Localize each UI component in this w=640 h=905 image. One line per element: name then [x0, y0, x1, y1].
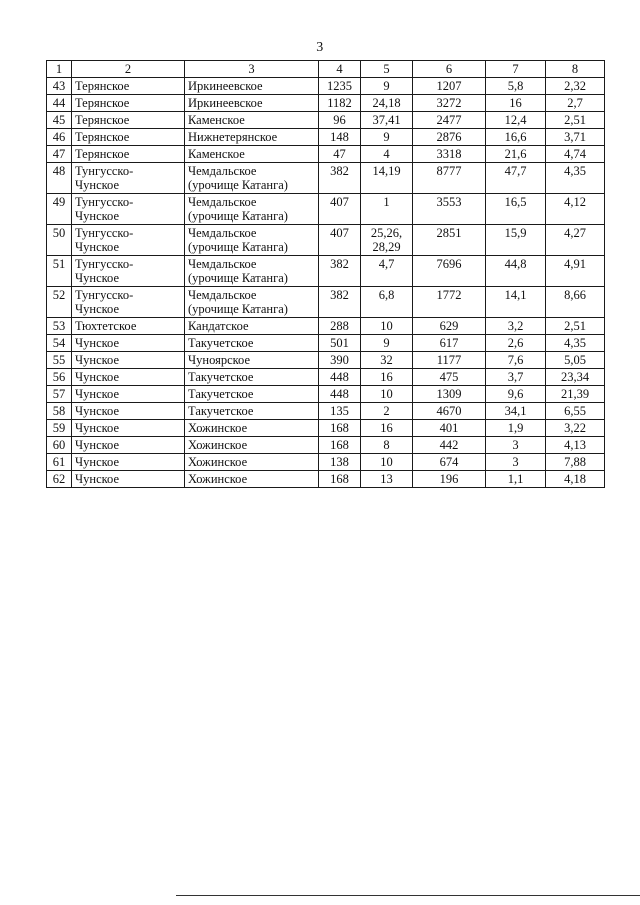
table-cell-c4: 148 [319, 129, 361, 146]
table-cell-c2 [72, 146, 185, 163]
table-cell-c2 [72, 471, 185, 488]
cell-line: Чунское [75, 336, 120, 350]
table-cell-c2 [72, 95, 185, 112]
table-row [47, 437, 605, 454]
cell-line: 10 [380, 387, 393, 401]
table-row [47, 403, 605, 420]
table-cell-c6: 475 [413, 369, 486, 386]
cell-line: Чемдальское [188, 257, 257, 271]
table-cell-c5 [361, 194, 413, 225]
table-cell-c4: 135 [319, 403, 361, 420]
cell-line: Чемдальское [188, 288, 257, 302]
cell-line: 14,19 [372, 164, 401, 178]
cell-line: 10 [380, 319, 393, 333]
cell-line: Такучетское [188, 336, 254, 350]
table-cell-c6: 1177 [413, 352, 486, 369]
column-header: 8 [546, 61, 605, 78]
table-cell-c5 [361, 78, 413, 95]
cell-line: Терянское [75, 113, 130, 127]
table-row [47, 369, 605, 386]
cell-line: Чунское [75, 387, 120, 401]
table-cell-c1: 61 [47, 454, 72, 471]
table-cell-c4: 390 [319, 352, 361, 369]
table-row [47, 352, 605, 369]
table-row [47, 163, 605, 194]
cell-line: Чунское [75, 302, 120, 316]
table-cell-c7: 3,2 [486, 318, 546, 335]
cell-line: Хожинское [188, 455, 248, 469]
table-cell-c7: 14,1 [486, 287, 546, 318]
table-cell-c4: 501 [319, 335, 361, 352]
table-cell-c7: 16,5 [486, 194, 546, 225]
cell-line: Чуноярское [188, 353, 251, 367]
table-cell-c4: 382 [319, 256, 361, 287]
table-row [47, 335, 605, 352]
cell-line: Чунское [75, 209, 120, 223]
cell-line: 4 [383, 147, 390, 161]
table-cell-c7: 3,7 [486, 369, 546, 386]
cell-line: Терянское [75, 130, 130, 144]
table-cell-c3 [185, 95, 319, 112]
table-cell-c6: 196 [413, 471, 486, 488]
cell-line: Кандатское [188, 319, 249, 333]
table-cell-c2 [72, 225, 185, 256]
table-cell-c6: 401 [413, 420, 486, 437]
table-cell-c3 [185, 335, 319, 352]
cell-line: Чунское [75, 472, 120, 486]
table-cell-c5 [361, 287, 413, 318]
table-cell-c5 [361, 256, 413, 287]
table-row [47, 78, 605, 95]
table-cell-c1: 47 [47, 146, 72, 163]
table-cell-c7: 3 [486, 454, 546, 471]
table-row [47, 146, 605, 163]
table-cell-c8: 21,39 [546, 386, 605, 403]
table-cell-c4: 168 [319, 420, 361, 437]
cell-line: Чунское [75, 178, 120, 192]
cell-line: Чемдальское [188, 226, 257, 240]
table-cell-c8: 2,32 [546, 78, 605, 95]
table-cell-c4: 448 [319, 369, 361, 386]
column-header: 3 [185, 61, 319, 78]
cell-line: Чунское [75, 421, 120, 435]
table-cell-c4: 1235 [319, 78, 361, 95]
table-cell-c5 [361, 471, 413, 488]
table-cell-c8: 4,27 [546, 225, 605, 256]
table-cell-c4: 407 [319, 225, 361, 256]
cell-line: Иркинеевское [188, 96, 263, 110]
table-row [47, 318, 605, 335]
table-cell-c6: 2876 [413, 129, 486, 146]
table-row [47, 287, 605, 318]
cell-line: (урочище Катанга) [188, 240, 288, 254]
cell-line: (урочище Катанга) [188, 302, 288, 316]
table-cell-c8: 5,05 [546, 352, 605, 369]
cell-line: 28,29 [372, 240, 401, 254]
cell-line: 2 [383, 404, 390, 418]
cell-line: 24,18 [372, 96, 401, 110]
table-cell-c8: 4,91 [546, 256, 605, 287]
table-row [47, 194, 605, 225]
table-cell-c7: 5,8 [486, 78, 546, 95]
table-cell-c8: 4,13 [546, 437, 605, 454]
table-cell-c2 [72, 352, 185, 369]
table-cell-c5 [361, 146, 413, 163]
cell-line: Тунгусско- [75, 164, 134, 178]
table-cell-c1: 54 [47, 335, 72, 352]
table-cell-c2 [72, 163, 185, 194]
cell-line: Тунгусско- [75, 257, 134, 271]
table-cell-c7: 16,6 [486, 129, 546, 146]
table-cell-c8: 2,51 [546, 318, 605, 335]
table-cell-c6: 3272 [413, 95, 486, 112]
table-cell-c5 [361, 335, 413, 352]
cell-line: 9 [383, 336, 390, 350]
table-cell-c4: 168 [319, 437, 361, 454]
table-cell-c6: 1772 [413, 287, 486, 318]
cell-line: Чунское [75, 404, 120, 418]
cell-line: Чунское [75, 353, 120, 367]
cell-line: (урочище Катанга) [188, 271, 288, 285]
table-cell-c5 [361, 437, 413, 454]
table-cell-c2 [72, 335, 185, 352]
table-cell-c5 [361, 454, 413, 471]
cell-line: Чунское [75, 370, 120, 384]
cell-line: 37,41 [372, 113, 401, 127]
table-row [47, 454, 605, 471]
table-cell-c7: 12,4 [486, 112, 546, 129]
table-cell-c3 [185, 287, 319, 318]
table-cell-c2 [72, 386, 185, 403]
cell-line: Такучетское [188, 404, 254, 418]
table-cell-c4: 96 [319, 112, 361, 129]
table-cell-c8: 23,34 [546, 369, 605, 386]
cell-line: 6,8 [378, 288, 395, 302]
column-header: 4 [319, 61, 361, 78]
table-cell-c5 [361, 163, 413, 194]
column-header: 5 [361, 61, 413, 78]
table-cell-c8: 4,74 [546, 146, 605, 163]
table-row [47, 112, 605, 129]
table-cell-c7: 1,9 [486, 420, 546, 437]
cell-line: Каменское [188, 147, 245, 161]
cell-line: 1 [383, 195, 390, 209]
table-cell-c3 [185, 386, 319, 403]
table-cell-c6: 7696 [413, 256, 486, 287]
table-cell-c6: 674 [413, 454, 486, 471]
table-row [47, 225, 605, 256]
table-cell-c1: 62 [47, 471, 72, 488]
cell-line: Чемдальское [188, 164, 257, 178]
table-cell-c7: 16 [486, 95, 546, 112]
table-cell-c7: 15,9 [486, 225, 546, 256]
table-cell-c6: 3318 [413, 146, 486, 163]
table-cell-c3 [185, 318, 319, 335]
cell-line: (урочище Катанга) [188, 178, 288, 192]
table-cell-c4: 168 [319, 471, 361, 488]
cell-line: Иркинеевское [188, 79, 263, 93]
table-cell-c2 [72, 437, 185, 454]
table-cell-c6: 1207 [413, 78, 486, 95]
table-cell-c4: 382 [319, 287, 361, 318]
table-cell-c3 [185, 369, 319, 386]
table-cell-c2 [72, 403, 185, 420]
data-table [46, 60, 605, 488]
table-cell-c6: 629 [413, 318, 486, 335]
cell-line: Чунское [75, 240, 120, 254]
table-cell-c5 [361, 95, 413, 112]
table-cell-c1: 52 [47, 287, 72, 318]
table-cell-c7: 34,1 [486, 403, 546, 420]
table-row [47, 256, 605, 287]
table-cell-c3 [185, 225, 319, 256]
cell-line: 16 [380, 370, 393, 384]
table-cell-c7: 44,8 [486, 256, 546, 287]
column-header: 1 [47, 61, 72, 78]
table-cell-c4: 448 [319, 386, 361, 403]
cell-line: 32 [380, 353, 393, 367]
table-cell-c4: 138 [319, 454, 361, 471]
table-body [47, 78, 605, 488]
table-cell-c3 [185, 194, 319, 225]
footer-rule [176, 895, 640, 896]
table-cell-c6: 2477 [413, 112, 486, 129]
table-cell-c7: 9,6 [486, 386, 546, 403]
table-cell-c5 [361, 129, 413, 146]
table-cell-c1: 58 [47, 403, 72, 420]
table-cell-c2 [72, 194, 185, 225]
table-cell-c8: 4,35 [546, 163, 605, 194]
table-cell-c2 [72, 318, 185, 335]
table-row [47, 420, 605, 437]
cell-line: 9 [383, 79, 390, 93]
table-cell-c1: 57 [47, 386, 72, 403]
table-cell-c2 [72, 420, 185, 437]
table-cell-c3 [185, 163, 319, 194]
table-cell-c5 [361, 386, 413, 403]
table-cell-c1: 59 [47, 420, 72, 437]
table-cell-c6: 442 [413, 437, 486, 454]
table-cell-c1: 50 [47, 225, 72, 256]
table-cell-c8: 3,71 [546, 129, 605, 146]
table-cell-c5 [361, 403, 413, 420]
table-cell-c3 [185, 146, 319, 163]
cell-line: 25,26, [370, 226, 403, 240]
table-cell-c6: 1309 [413, 386, 486, 403]
cell-line: 9 [383, 130, 390, 144]
cell-line: Такучетское [188, 370, 254, 384]
table-cell-c7: 3 [486, 437, 546, 454]
table-cell-c3 [185, 403, 319, 420]
table-cell-c8: 7,88 [546, 454, 605, 471]
cell-line: 4,7 [378, 257, 395, 271]
table-cell-c7: 1,1 [486, 471, 546, 488]
table-cell-c8: 8,66 [546, 287, 605, 318]
table-cell-c5 [361, 369, 413, 386]
table-cell-c8: 4,18 [546, 471, 605, 488]
table-cell-c3 [185, 78, 319, 95]
table-cell-c2 [72, 78, 185, 95]
table-cell-c1: 43 [47, 78, 72, 95]
table-cell-c8: 2,7 [546, 95, 605, 112]
cell-line: 13 [380, 472, 393, 486]
table-cell-c3 [185, 471, 319, 488]
cell-line: Чунское [75, 271, 120, 285]
table-cell-c1: 51 [47, 256, 72, 287]
table-cell-c6: 617 [413, 335, 486, 352]
cell-line: Такучетское [188, 387, 254, 401]
table-cell-c8: 4,35 [546, 335, 605, 352]
table-cell-c8: 2,51 [546, 112, 605, 129]
table-cell-c6: 2851 [413, 225, 486, 256]
cell-line: 8 [383, 438, 390, 452]
table-cell-c3 [185, 112, 319, 129]
column-header: 6 [413, 61, 486, 78]
table-cell-c7: 47,7 [486, 163, 546, 194]
table-cell-c3 [185, 256, 319, 287]
table-cell-c3 [185, 420, 319, 437]
cell-line: Хожинское [188, 472, 248, 486]
cell-line: Тюхтетское [75, 319, 137, 333]
table-cell-c1: 60 [47, 437, 72, 454]
cell-line: Тунгусско- [75, 288, 134, 302]
table-cell-c2 [72, 129, 185, 146]
table-cell-c2 [72, 287, 185, 318]
cell-line: Терянское [75, 79, 130, 93]
cell-line: Хожинское [188, 438, 248, 452]
table-cell-c1: 49 [47, 194, 72, 225]
table-cell-c6: 3553 [413, 194, 486, 225]
cell-line: (урочище Катанга) [188, 209, 288, 223]
table-row [47, 471, 605, 488]
table-cell-c4: 288 [319, 318, 361, 335]
table-cell-c8: 4,12 [546, 194, 605, 225]
table-cell-c3 [185, 437, 319, 454]
table-cell-c4: 1182 [319, 95, 361, 112]
table-cell-c3 [185, 352, 319, 369]
table-cell-c8: 6,55 [546, 403, 605, 420]
cell-line: 16 [380, 421, 393, 435]
table-cell-c5 [361, 420, 413, 437]
cell-line: Каменское [188, 113, 245, 127]
column-header: 2 [72, 61, 185, 78]
table-cell-c1: 53 [47, 318, 72, 335]
column-header: 7 [486, 61, 546, 78]
table-cell-c6: 4670 [413, 403, 486, 420]
table-cell-c7: 21,6 [486, 146, 546, 163]
table-cell-c5 [361, 225, 413, 256]
table-cell-c4: 407 [319, 194, 361, 225]
table-cell-c4: 382 [319, 163, 361, 194]
table-cell-c5 [361, 352, 413, 369]
table-cell-c2 [72, 454, 185, 471]
table-row [47, 129, 605, 146]
table-cell-c2 [72, 112, 185, 129]
cell-line: Тунгусско- [75, 226, 134, 240]
table-cell-c1: 44 [47, 95, 72, 112]
table-cell-c8: 3,22 [546, 420, 605, 437]
table-cell-c6: 8777 [413, 163, 486, 194]
cell-line: Терянское [75, 147, 130, 161]
cell-line: Чемдальское [188, 195, 257, 209]
table-cell-c3 [185, 454, 319, 471]
table-cell-c7: 2,6 [486, 335, 546, 352]
table-cell-c1: 45 [47, 112, 72, 129]
cell-line: Хожинское [188, 421, 248, 435]
table-cell-c5 [361, 112, 413, 129]
table-cell-c7: 7,6 [486, 352, 546, 369]
cell-line: 10 [380, 455, 393, 469]
table-cell-c5 [361, 318, 413, 335]
page-number: 3 [316, 40, 324, 55]
table-cell-c4: 47 [319, 146, 361, 163]
table-cell-c1: 55 [47, 352, 72, 369]
table-cell-c2 [72, 256, 185, 287]
table-cell-c2 [72, 369, 185, 386]
table-cell-c3 [185, 129, 319, 146]
table-row [47, 386, 605, 403]
table-cell-c1: 46 [47, 129, 72, 146]
table-header-row [47, 61, 605, 78]
table-cell-c1: 56 [47, 369, 72, 386]
table-row [47, 95, 605, 112]
cell-line: Чунское [75, 455, 120, 469]
cell-line: Терянское [75, 96, 130, 110]
cell-line: Тунгусско- [75, 195, 134, 209]
cell-line: Нижнетерянское [188, 130, 278, 144]
cell-line: Чунское [75, 438, 120, 452]
table-cell-c1: 48 [47, 163, 72, 194]
